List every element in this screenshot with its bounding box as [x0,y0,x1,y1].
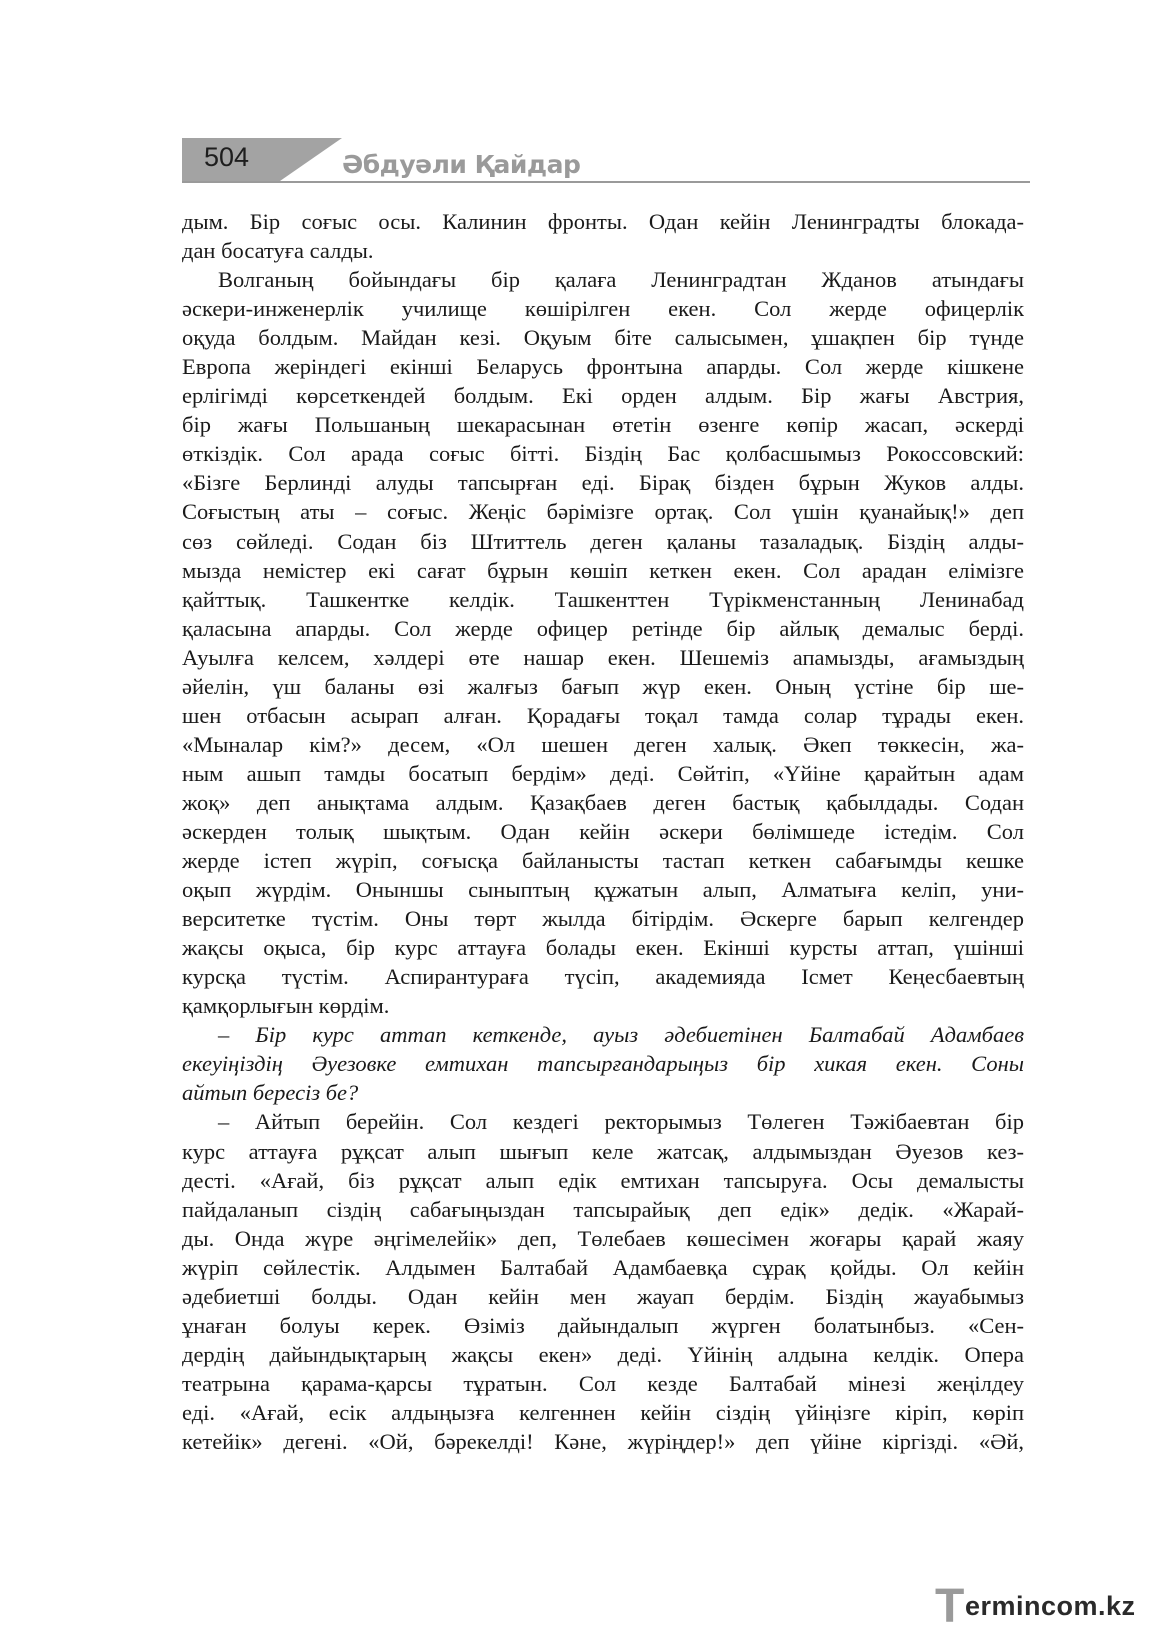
running-head: Әбдуәли Қайдар [342,150,581,179]
text-line: Волганың бойындағы бір қалаға Ленинградтан Жданов атындағы [218,267,1024,293]
text-line: ерлігімді көрсеткендей болдым. Екі орден алдым. Бір жағы Австрия, [182,383,1024,409]
text-line: жақсы оқыса, бір курс аттауға болады екен. Екінші курсты аттап, үшінші [182,935,1024,961]
watermark-logo [935,1580,1136,1633]
text-line: мызда немістер екі сағат бұрын көшіп кеткен екен. Сол арадан елімізге [182,557,1024,583]
text-line: – Айтып берейін. Сол кездегі ректорымыз Төлеген Тәжібаевтан бір [218,1109,1024,1135]
text-line: Европа жеріндегі екінші Беларусь фронтына апарды. Сол жерде кішкене [182,354,1024,380]
text-line: курс аттауға рұқсат алып шығып келе жатсақ, алдымыздан Әуезов кез- [182,1138,1024,1164]
watermark-initial: T [935,1580,965,1633]
text-line: «Мыналар кім?» десем, «Ол шешен деген халық. Әкеп төккесін, жа- [182,731,1024,757]
text-line: дердің дайындықтарың жақсы екен» деді. Үйінің алдына келдік. Опера [182,1341,1024,1367]
text-line: десті. «Ағай, біз рұқсат алып едік емтихан тапсыруға. Осы демалысты [182,1167,1024,1193]
text-line: шен отбасын асырап алған. Қорадағы тоқал тамда солар тұрады екен. [182,702,1024,728]
text-line: жерде істеп жүріп, соғысқа байланысты тастап кеткен сабағымды кешке [182,848,1024,874]
text-line: әскери-инженерлік училище көшірілген екен. Сол жерде офицерлік [182,296,1024,322]
question-line: – Бір курс аттап кеткенде, ауыз әдебиетінен Балтабай Адамбаев [218,1022,1024,1048]
text-line: сөз сөйледі. Содан біз Штиттель деген қаланы тазаладық. Біздің алды- [182,528,1024,554]
text-line: жоқ» деп анықтама алдым. Қазақбаев деген бастық қабылдады. Содан [182,789,1024,815]
text-line: курсқа түстім. Аспирантураға түсіп, академияда Ісмет Кеңесбаевтың [182,964,1024,990]
text-line: театрына қарама-қарсы тұратын. Сол кезде Балтабай мінезі жеңілдеу [182,1370,1024,1396]
text-line: кетейік» дегені. «Ой, бәрекелді! Кәне, жүріңдер!» деп үйіне кіргізді. «Әй, [182,1428,1024,1454]
text-line: әйелін, үш баланы өзі жалғыз бағып жүр екен. Оның үстіне бір ше- [182,673,1024,699]
tab-arrow-shape [280,138,342,181]
text-line: ным ашып тамды босатып бердім» деді. Сөйтіп, «Үйіне қарайтын адам [182,760,1024,786]
text-line: еді. «Ағай, есік алдыңызға келгеннен кейін сіздің үйіңізге кіріп, көріп [182,1399,1024,1425]
text-line: бір жағы Польшаның шекарасынан өтетін өзенге көпір жасап, әскерді [182,412,1024,438]
text-line: Ауылға келсем, хәлдері өте нашар екен. Шешеміз апамызды, ағамыздың [182,644,1024,670]
question-line: екеуіңіздің Әуезовке емтихан тапсырғандарыңыз бір хикая екен. Соны [182,1051,1024,1077]
text-line: дым. Бір соғыс осы. Калинин фронты. Одан кейін Ленинградты блокада- [182,209,1024,234]
page-number: 504 [204,142,250,172]
text-line: әскерден толық шықтым. Одан кейін әскери бөлімшеде істедім. Сол [182,818,1024,844]
header-rule [182,181,1030,183]
question-line: айтып бересіз бе? [182,1080,359,1106]
text-line: қамқорлығын көрдім. [182,993,390,1019]
text-line: дан босатуға салды. [182,238,374,264]
text-line: жүріп сөйлестік. Алдымен Балтабай Адамбаевқа сұрақ қойды. Ол кейін [182,1254,1024,1280]
text-line: қаласына апарды. Сол жерде офицер ретінде бір айлық демалыс берді. [182,615,1024,641]
text-line: қайттық. Ташкентке келдік. Ташкенттен Түрікменстанның Ленинабад [182,586,1024,612]
page-number-tab [182,138,280,181]
watermark-text: ermincom.kz [965,1591,1136,1621]
text-line: өткіздік. Сол арада соғыс бітті. Біздің Бас қолбасшымыз Рокоссовский: [182,441,1024,467]
text-line: оқып жүрдім. Оныншы сыныптың құжатын алып, Алматыға келіп, уни- [182,877,1024,903]
text-line: Соғыстың аты – соғыс. Жеңіс бәрімізге ортақ. Сол үшін қуанайық!» деп [182,499,1024,525]
text-line: әдебиетші болды. Одан кейін мен жауап бердім. Біздің жауабымыз [182,1283,1024,1309]
text-line: верситетке түстім. Оны төрт жылда бітірдім. Әскерге барып келгендер [182,906,1024,932]
page-header [182,138,1030,188]
body-text [182,207,1024,1456]
text-line: оқуда болдым. Майдан кезі. Оқуым біте салысымен, ұшақпен бір түнде [182,325,1024,351]
text-line: ды. Онда жүре әңгімелейік» деп, Төлебаев көшесімен жоғары қарай жаяу [182,1225,1024,1251]
text-line: ұнаған болуы керек. Өзіміз дайындалып жүрген болатынбыз. «Сен- [182,1312,1024,1338]
text-line: пайдаланып сіздің сабағыңыздан тапсырайық деп едік» дедік. «Жарай- [182,1196,1024,1222]
text-line: «Бізге Берлинді алуды тапсырған еді. Бірақ бізден бұрын Жуков алды. [182,470,1024,496]
